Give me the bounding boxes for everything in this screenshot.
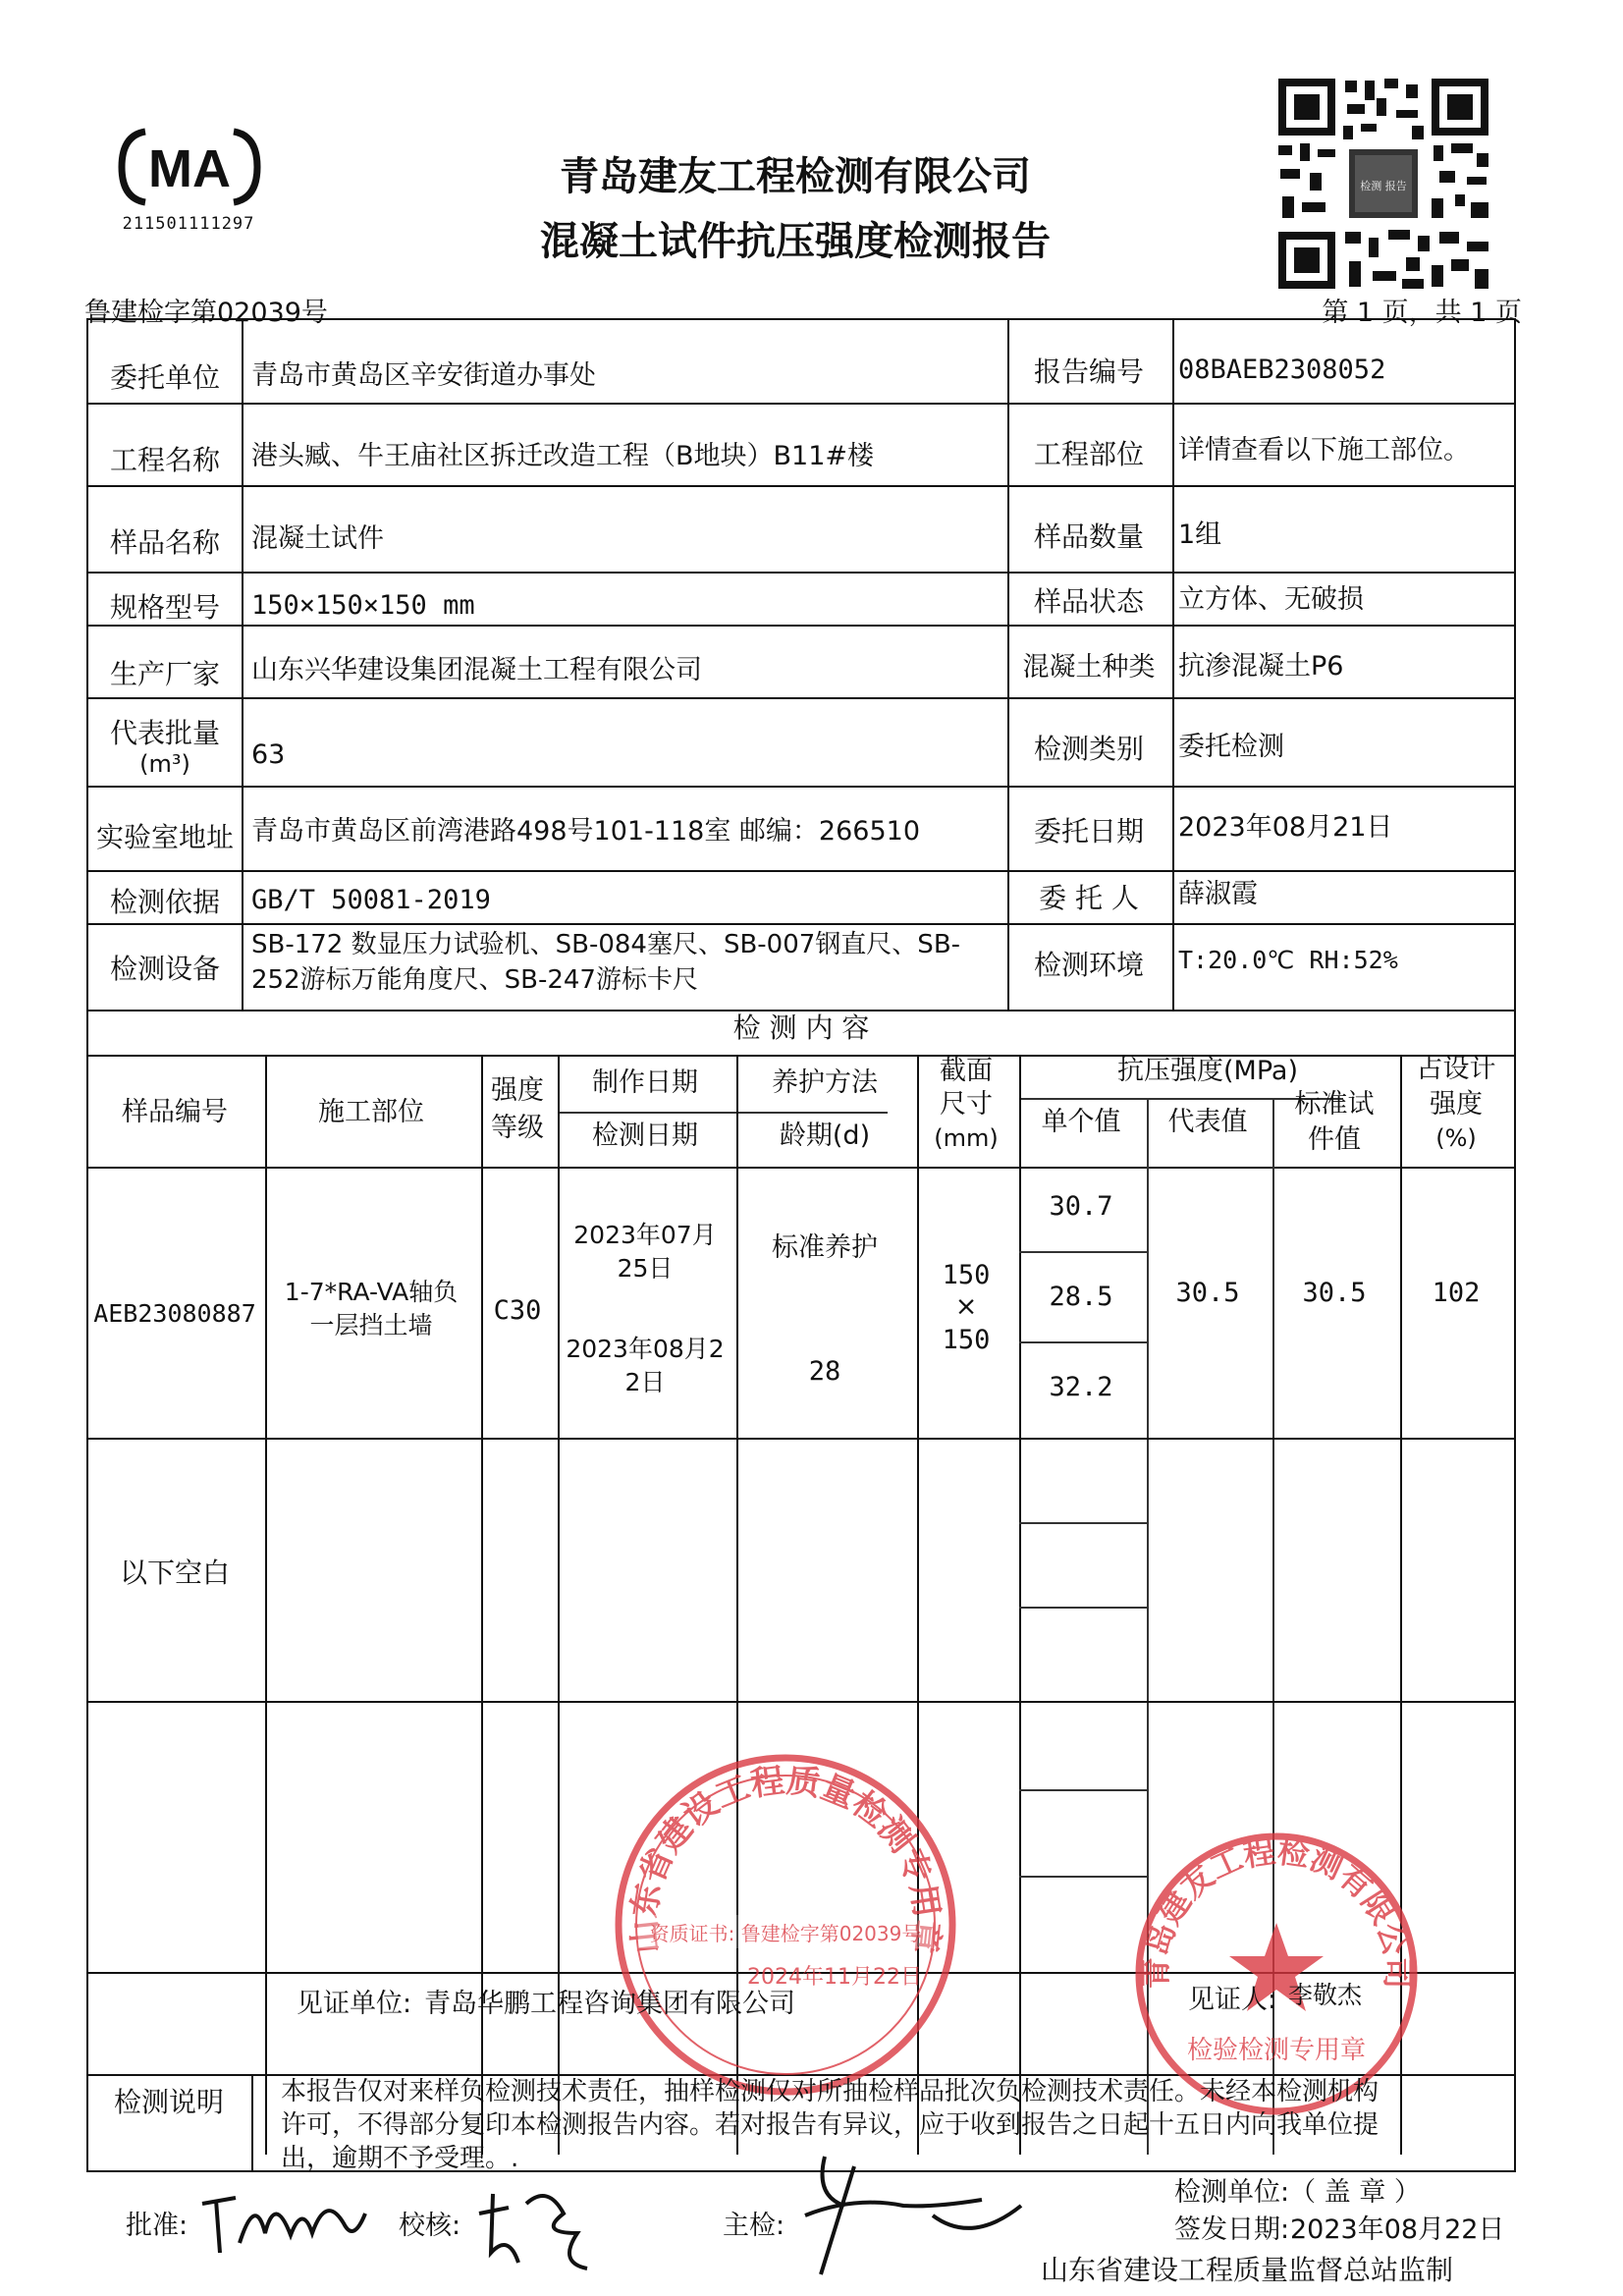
concrete-type-value: 抗渗混凝土P6 (1178, 651, 1344, 682)
report-no-value: 08BAEB2308052 (1178, 355, 1386, 385)
entruster-value: 薛淑霞 (1178, 879, 1258, 909)
header-size-3: (mm) (934, 1124, 999, 1152)
section-title: 检 测 内 容 (732, 1011, 870, 1044)
issue-date-label: 签发日期: (1174, 2214, 1290, 2245)
left-red-stamp (609, 1748, 962, 2102)
spec-value: 150×150×150 mm (251, 590, 475, 621)
row-representative: 30.5 (1175, 1278, 1240, 1308)
row-size-3: 150 (942, 1325, 991, 1355)
cma-number: 211501111297 (122, 214, 255, 234)
client-value: 青岛市黄岛区辛安街道办事处 (251, 360, 596, 391)
maker-label: 生产厂家 (109, 658, 220, 690)
header-ratio-2: 强度 (1430, 1089, 1483, 1120)
equip-value-line1: SB-172 数显压力试验机、SB-084塞尺、SB-007钢直尺、SB- (251, 930, 961, 959)
part-label: 工程部位 (1033, 438, 1144, 470)
notes-label: 检测说明 (113, 2086, 224, 2118)
row-age: 28 (808, 1356, 841, 1387)
page-info: 第 1 页，共 1 页 (1322, 298, 1522, 328)
env-value: T:20.0℃ RH:52% (1178, 946, 1398, 974)
header-standard-1: 标准试 (1294, 1089, 1375, 1120)
entrust-date-value: 2023年08月21日 (1178, 812, 1393, 843)
witness-unit-value: 青岛华鹏工程咨询集团有限公司 (424, 1989, 795, 2019)
row-location-1: 1-7*RA-VA轴负 (284, 1278, 459, 1306)
main-inspector-label: 主检: (723, 2211, 785, 2241)
state-value: 立方体、无破损 (1178, 584, 1364, 615)
notes-line2: 许可，不得部分复印本检测报告内容。若对报告有异议，应于收到报告之日起十五日内向我单位提 (281, 2110, 1380, 2140)
cma-logo (116, 126, 263, 208)
entrust-date-label: 委托日期 (1033, 815, 1144, 847)
state-label: 样品状态 (1033, 585, 1144, 618)
concrete-type-label: 混凝土种类 (1022, 652, 1156, 683)
left-stamp-date: 2024年11月22日 (747, 1965, 922, 1990)
env-label: 检测环境 (1033, 949, 1144, 981)
header-grade-2: 等级 (491, 1113, 544, 1143)
witness-person-value: 李敬杰 (1288, 1981, 1363, 2009)
notes-line1: 本报告仅对来样负检测技术责任，抽样检测仅对所抽检样品批次负检测技术责任。未经本检测机构 (281, 2077, 1380, 2106)
row-single-value-2: 28.5 (1049, 1282, 1113, 1312)
batch-label: 代表批量 (109, 717, 220, 749)
header-ratio-3: (%) (1435, 1124, 1477, 1152)
project-label: 工程名称 (109, 444, 220, 476)
row-standard: 30.5 (1302, 1278, 1367, 1308)
row-test-date-2: 2日 (624, 1368, 666, 1396)
main-inspector-signature (785, 2137, 1041, 2284)
report-title: 混凝土试件抗压强度检测报告 (540, 219, 1051, 264)
witness-person-label: 见证人: (1188, 1985, 1277, 2015)
header-size-1: 截面 (940, 1056, 993, 1086)
report-no-label: 报告编号 (1033, 355, 1144, 388)
basis-value: GB/T 50081-2019 (251, 885, 491, 915)
left-stamp-cert: 资质证书: 鲁建检字第02039号 (649, 1922, 922, 1945)
category-label: 检测类别 (1033, 733, 1144, 765)
qty-label: 样品数量 (1033, 520, 1144, 553)
sample-value: 混凝土试件 (251, 523, 384, 554)
header-single: 单个值 (1041, 1107, 1121, 1137)
header-cure-method: 养护方法 (772, 1067, 878, 1098)
batch-unit: (m³) (139, 750, 190, 778)
row-location-2: 一层挡土墙 (309, 1311, 433, 1339)
right-stamp-text: 青岛建友工程检测有限公司 (1136, 1832, 1417, 1990)
row-test-date-1: 2023年08月2 (566, 1335, 725, 1363)
header-representative: 代表值 (1167, 1107, 1248, 1137)
approve-label: 批准: (126, 2211, 189, 2241)
document-number: 鲁建检字第02039号 (84, 298, 328, 328)
cma-logo-text: MA (148, 139, 231, 198)
row-grade: C30 (493, 1295, 542, 1326)
row-ratio: 102 (1432, 1278, 1481, 1308)
row-cure-method: 标准养护 (772, 1232, 878, 1263)
row-single-value-3: 32.2 (1049, 1372, 1113, 1402)
lab-label: 实验室地址 (95, 821, 234, 853)
part-value: 详情查看以下施工部位。 (1178, 435, 1470, 465)
row-single-value-1: 30.7 (1049, 1191, 1113, 1222)
basis-label: 检测依据 (109, 886, 220, 918)
header-standard-2: 件值 (1308, 1124, 1361, 1155)
row-size-1: 150 (942, 1260, 991, 1290)
lab-value: 青岛市黄岛区前湾港路498号101-118室 邮编：266510 (251, 816, 920, 847)
witness-unit-label: 见证单位: (297, 1989, 412, 2019)
header-strength: 抗压强度(MPa) (1117, 1056, 1298, 1086)
qty-value: 1组 (1178, 519, 1222, 550)
header-size-2: 尺寸 (940, 1089, 993, 1120)
category-value: 委托检测 (1178, 732, 1284, 762)
header-test-date: 检测日期 (592, 1121, 698, 1151)
equip-value-line2: 252游标万能角度尺、SB-247游标卡尺 (251, 965, 698, 995)
equip-label: 检测设备 (109, 953, 220, 985)
spec-label: 规格型号 (109, 591, 220, 624)
right-stamp-inner: 检验检测专用章 (1186, 2036, 1367, 2065)
company-name: 青岛建友工程检测有限公司 (560, 154, 1031, 199)
sample-label: 样品名称 (109, 526, 220, 559)
row-size-2: × (954, 1291, 978, 1322)
header-make-date: 制作日期 (592, 1067, 698, 1098)
client-label: 委托单位 (109, 361, 220, 394)
qr-code (1274, 75, 1492, 293)
check-label: 校核: (399, 2211, 461, 2241)
check-signature (469, 2174, 607, 2282)
entruster-label: 委 托 人 (1039, 882, 1139, 914)
header-location: 施工部位 (318, 1097, 424, 1127)
row-make-date-1: 2023年07月 (573, 1221, 717, 1249)
header-grade-1: 强度 (491, 1075, 544, 1106)
notes-line3: 出，逾期不予受理。. (281, 2144, 519, 2173)
header-age: 龄期(d) (779, 1121, 871, 1151)
row-sample-no: AEB23080887 (93, 1299, 256, 1328)
issue-date-value: 2023年08月22日 (1290, 2214, 1505, 2245)
project-value: 港头臧、牛王庙社区拆迁改造工程（B地块）B11#楼 (251, 441, 875, 471)
issuing-unit: 检测单位:（ 盖 章 ） (1174, 2177, 1421, 2208)
row-make-date-2: 25日 (617, 1254, 674, 1283)
qr-center-text: 检测 报告 (1360, 180, 1407, 192)
batch-value: 63 (251, 739, 286, 770)
approve-signature (196, 2174, 373, 2263)
left-stamp-text: 山东省建设工程质量检测专用章 (624, 1761, 947, 1956)
header-ratio-1: 占设计 (1416, 1054, 1496, 1084)
header-sample-no: 样品编号 (122, 1097, 228, 1127)
supervision-text: 山东省建设工程质量监督总站监制 (1041, 2254, 1454, 2286)
maker-value: 山东兴华建设集团混凝土工程有限公司 (251, 655, 702, 685)
blank-note: 以下空白 (119, 1557, 230, 1589)
